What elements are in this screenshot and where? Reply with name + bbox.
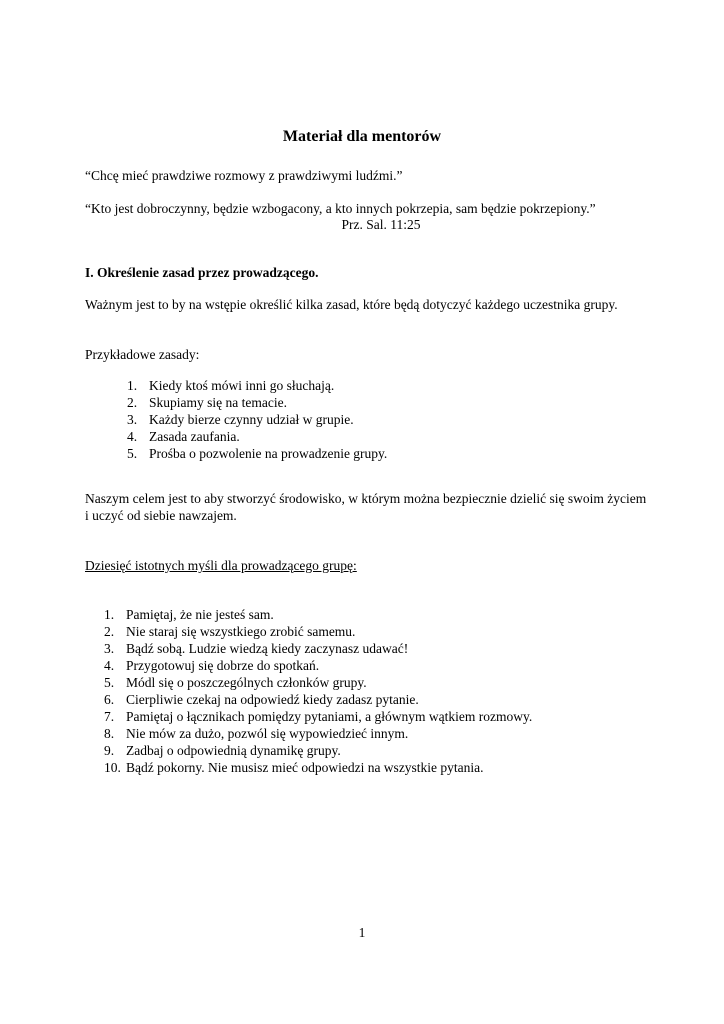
goal-paragraph: Naszym celem jest to aby stworzyć środowisko, w którym można bezpiecznie dzielić się swoim życiem i uczyć od siebie nawzajem. — [85, 491, 647, 523]
section-1-paragraph: Ważnym jest to by na wstępie określić kilka zasad, które będą dotyczyć każdego uczestnika grupy. — [85, 297, 618, 312]
list-item: 7. Pamiętaj o łącznikach pomiędzy pytaniami, a głównym wątkiem rozmowy. — [104, 709, 533, 724]
list-item: 4. Zasada zaufania. — [127, 429, 240, 444]
section-1-heading: I. Określenie zasad przez prowadzącego. — [85, 265, 319, 280]
list-item: 9. Zadbaj o odpowiednią dynamikę grupy. — [104, 743, 341, 758]
list-item: 5. Módl się o poszczególnych członków grupy. — [104, 675, 367, 690]
bible-quote: “Kto jest dobroczynny, będzie wzbogacony, a kto innych pokrzepia, sam będzie pokrzepiony.” — [85, 201, 596, 216]
list-item: 4. Przygotowuj się dobrze do spotkań. — [104, 658, 320, 673]
bible-quote-reference: Prz. Sal. 11:25 — [341, 217, 421, 232]
list-item: 1. Pamiętaj, że nie jesteś sam. — [104, 607, 274, 622]
tips-list — [104, 606, 532, 776]
section-2-heading: Dziesięć istotnych myśli dla prowadzącego grupę: — [85, 558, 357, 573]
page-number: 1 — [358, 925, 366, 940]
list-item: 3. Każdy bierze czynny udział w grupie. — [127, 412, 354, 427]
list-item: 2. Nie staraj się wszystkiego zrobić samemu. — [104, 624, 356, 639]
examples-label: Przykładowe zasady: — [85, 347, 200, 362]
rules-list — [127, 377, 387, 462]
page-title: Materiał dla mentorów — [282, 128, 442, 145]
list-item: 2. Skupiamy się na temacie. — [127, 395, 287, 410]
list-item: 1. Kiedy ktoś mówi inni go słuchają. — [127, 378, 335, 393]
list-item: 3. Bądź sobą. Ludzie wiedzą kiedy zaczynasz udawać! — [104, 641, 409, 656]
opening-quote: “Chcę mieć prawdziwe rozmowy z prawdziwymi ludźmi.” — [85, 168, 403, 183]
list-item: 6. Cierpliwie czekaj na odpowiedź kiedy zadasz pytanie. — [104, 692, 419, 707]
list-item: 10. Bądź pokorny. Nie musisz mieć odpowiedzi na wszystkie pytania. — [104, 760, 484, 775]
list-item: 8. Nie mów za dużo, pozwól się wypowiedzieć innym. — [104, 726, 409, 741]
list-item: 5. Prośba o pozwolenie na prowadzenie grupy. — [127, 446, 388, 461]
